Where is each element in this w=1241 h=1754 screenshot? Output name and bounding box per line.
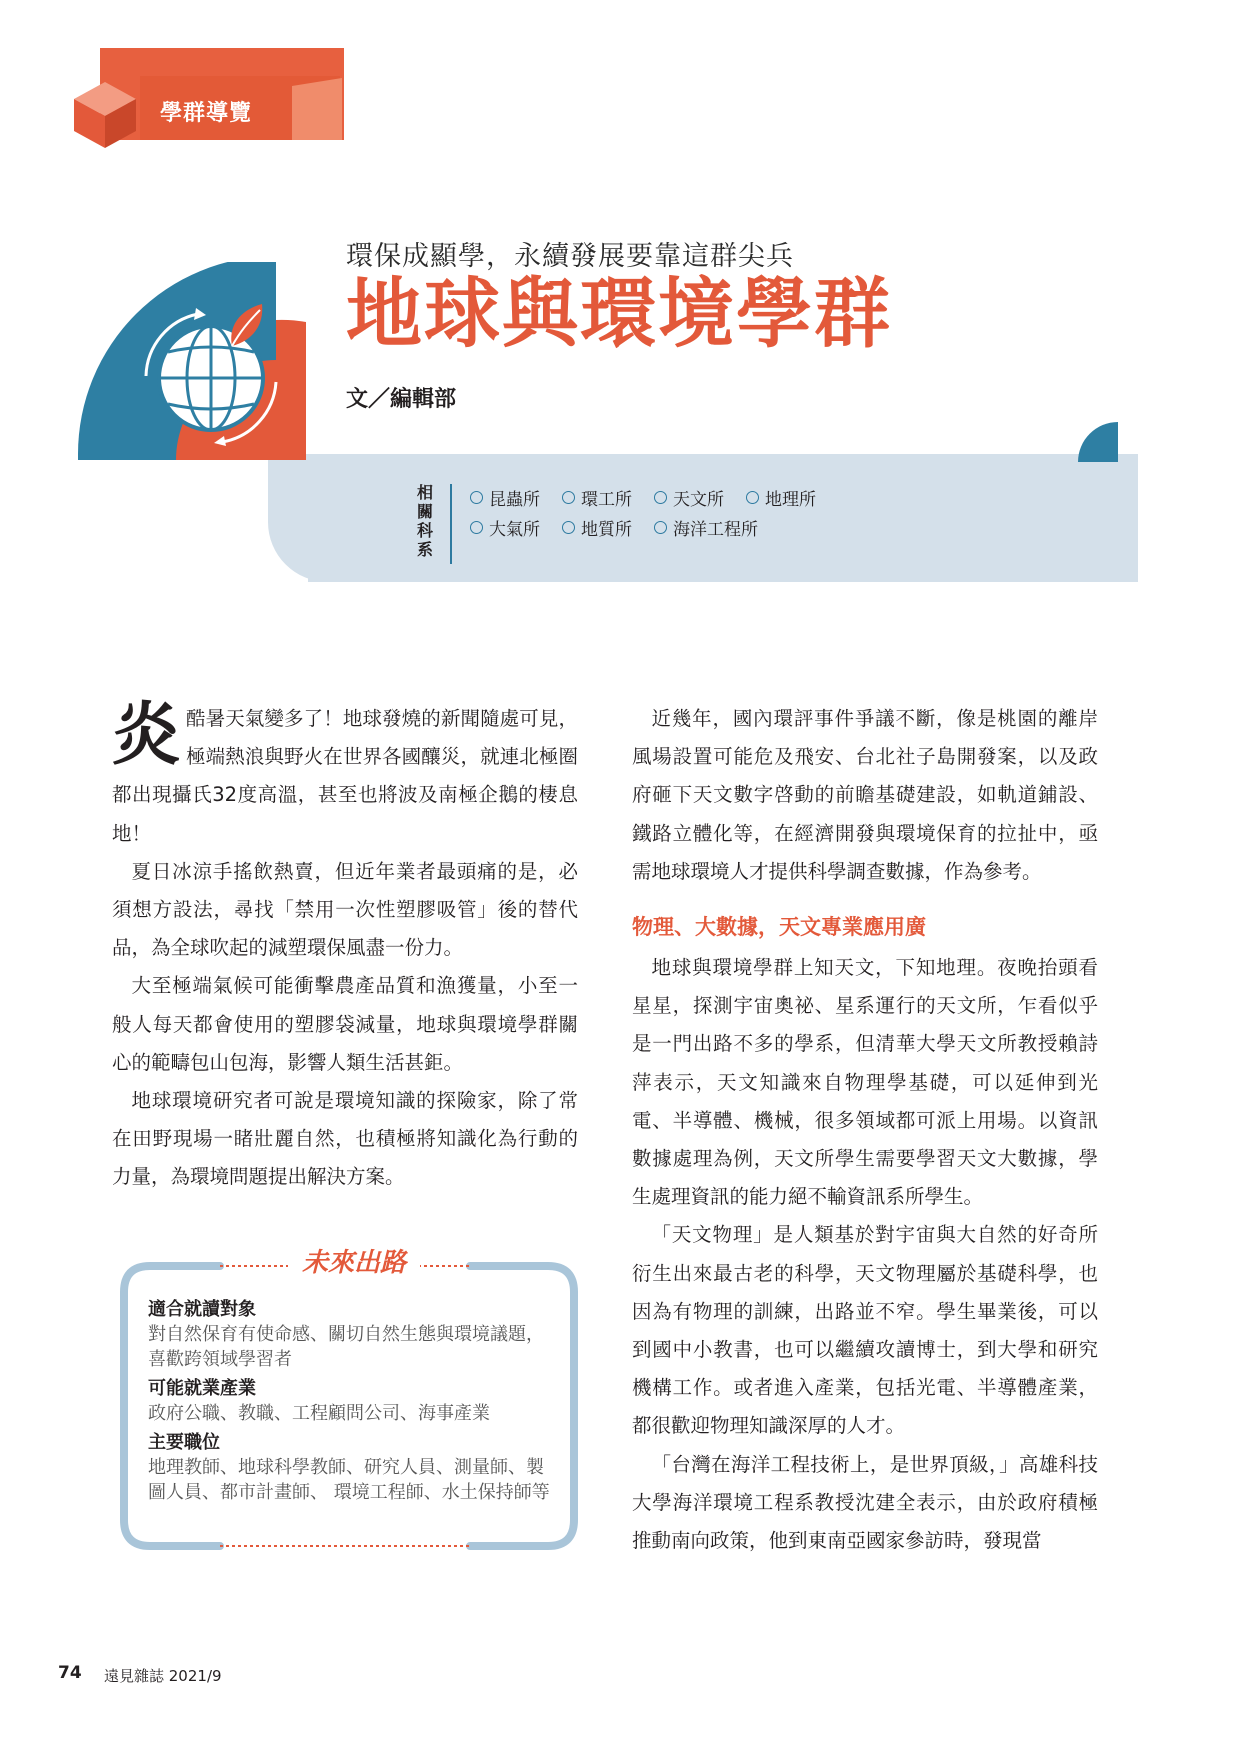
section-heading: 物理、大數據，天文專業應用廣 [632, 915, 926, 940]
department-item: 昆蟲所 [470, 482, 562, 512]
future-label: 適合就讀對象 [148, 1299, 256, 1320]
paragraph: 「天文物理」是人類基於對宇宙與大自然的好奇所衍生出來最古老的科學，天文物理屬於基礎科學，也因為有物理的訓練，出路並不窄。學生畢業後，可以到國中小教書，也可以繼續攻讀博士，到大學和研究機構工作。或者進入產業，包括光電、半導體產業，都很歡迎物理知識深厚的人才。 [632, 1223, 1098, 1438]
byline: 文／編輯部 [346, 387, 457, 412]
bullet-circle-icon [746, 491, 759, 504]
future-text: 地理教師、地球科學教師、研究人員、測量師、製圖人員、都市計畫師、 環境工程師、水土保持師等 [148, 1457, 550, 1503]
magazine-issue: 遠見雜誌 2021/9 [104, 1667, 222, 1685]
bullet-circle-icon [654, 491, 667, 504]
bullet-circle-icon [470, 521, 483, 534]
article-title: 地球與環境學群 [346, 269, 892, 358]
department-item: 大氣所 [470, 512, 562, 542]
bullet-circle-icon [470, 491, 483, 504]
divider [450, 484, 452, 564]
paragraph: 地球環境研究者可說是環境知識的探險家，除了常在田野現場一睹壯麗自然，也積極將知識化為行動的力量，為環境問題提出解決方案。 [112, 1089, 578, 1189]
related-departments-label: 相關科系 [416, 483, 433, 559]
future-text: 政府公職、教職、工程顧問公司、海事產業 [148, 1403, 490, 1424]
bullet-circle-icon [562, 521, 575, 534]
article-subtitle: 環保成顯學，永續發展要靠這群尖兵 [346, 241, 794, 272]
leaf-icon [226, 300, 270, 350]
department-item: 天文所 [654, 482, 746, 512]
paragraph: 近幾年，國內環評事件爭議不斷，像是桃園的離岸風場設置可能危及飛安、台北社子島開發案，以及政府砸下天文數字啓動的前瞻基礎建設，如軌道鋪設、鐵路立體化等，在經濟開發與環境保育的拉扯中，亟需地球環境人才提供科學調查數據，作為參考。 [632, 707, 1098, 883]
department-item: 地理所 [746, 482, 838, 512]
future-label: 可能就業產業 [148, 1378, 256, 1399]
paragraph: 「台灣在海洋工程技術上，是世界頂級，」高雄科技大學海洋環境工程系教授沈建全表示，由於政府積極推動南向政策，他到東南亞國家參訪時，發現當 [632, 1452, 1098, 1553]
department-item: 海洋工程所 [654, 512, 774, 542]
bullet-circle-icon [562, 491, 575, 504]
cube-icon [70, 80, 140, 150]
related-departments-list [470, 482, 890, 542]
right-column [632, 700, 1098, 1560]
paragraph: 大至極端氣候可能衝擊農產品質和漁獲量，小至一般人每天都會使用的塑膠袋減量，地球與環境學群關心的範疇包山包海，影響人類生活甚鉅。 [112, 974, 578, 1074]
page-number: 74 [58, 1663, 82, 1683]
drop-cap: 炎 [112, 696, 181, 775]
future-box-content [148, 1293, 558, 1509]
future-box-title: 未來出路 [288, 1242, 420, 1279]
paragraph: 炎酷暑天氣變多了！地球發燒的新聞隨處可見，極端熱浪與野火在世界各國釀災，就連北極圈都出現攝氏32度高溫，甚至也將波及南極企鵝的棲息地！ [112, 696, 578, 845]
future-text: 對自然保育有使命感、關切自然生態與環境議題，喜歡跨領域學習者 [148, 1324, 544, 1370]
department-item: 環工所 [562, 482, 654, 512]
left-column [112, 696, 578, 1197]
tab-corner-decoration [292, 78, 342, 140]
future-label: 主要職位 [148, 1432, 220, 1453]
section-tag: 學群導覽 [160, 101, 253, 126]
paragraph: 夏日冰涼手搖飲熱賣，但近年業者最頭痛的是，必須想方設法，尋找「禁用一次性塑膠吸管」後的替代品，為全球吹起的減塑環保風盡一份力。 [112, 859, 578, 960]
bullet-circle-icon [654, 521, 667, 534]
paragraph: 地球與環境學群上知天文，下知地理。夜晚抬頭看星星，探測宇宙奧祕、星系運行的天文所，乍看似乎是一門出路不多的學系，但清華大學天文所教授賴詩萍表示，天文知識來自物理學基礎，可以延伸到光電、半導體、機械，很多領域都可派上用場。以資訊數據處理為例，天文所學生需要學習天文大數據，學生處理資訊的能力絕不輸資訊系所學生。 [632, 956, 1098, 1209]
department-item: 地質所 [562, 512, 654, 542]
